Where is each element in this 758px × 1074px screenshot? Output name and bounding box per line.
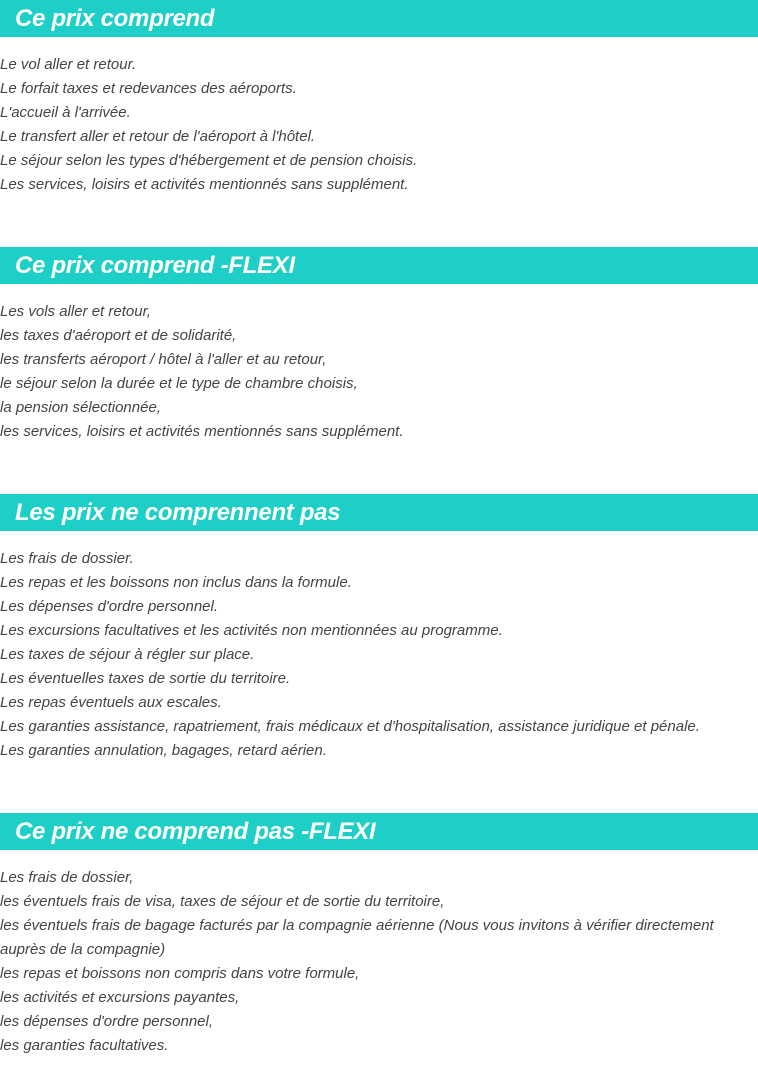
list-item: les taxes d'aéroport et de solidarité, [0, 327, 237, 344]
section-title: Ce prix comprend -FLEXI [15, 252, 295, 279]
section-price-includes-flexi [0, 247, 758, 444]
list-item: les éventuels frais de bagage facturés par la compagnie aérienne (Nous vous invitons à vérifier directement auprès de la compagnie) [0, 917, 714, 958]
list-item: la pension sélectionnée, [0, 399, 161, 416]
list-item: les repas et boissons non compris dans votre formule, [0, 965, 360, 982]
list-item: Les garanties annulation, bagages, retard aérien. [0, 742, 327, 759]
list-item: Le forfait taxes et redevances des aéroports. [0, 80, 297, 97]
section-title: Ce prix ne comprend pas -FLEXI [15, 818, 376, 845]
list-item: les activités et excursions payantes, [0, 989, 240, 1006]
list-item: Les frais de dossier, [0, 869, 134, 886]
section-price-includes [0, 0, 758, 197]
list-item: les garanties facultatives. [0, 1037, 169, 1054]
section-price-excludes [0, 494, 758, 763]
list-item: Les excursions facultatives et les activités non mentionnées au programme. [0, 622, 503, 639]
section-price-excludes-flexi [0, 813, 758, 1058]
list-item: les dépenses d'ordre personnel, [0, 1013, 214, 1030]
list-item: Le séjour selon les types d'hébergement et de pension choisis. [0, 152, 418, 169]
list-item: Les garanties assistance, rapatriement, frais médicaux et d'hospitalisation, assistance juridique et pénale. [0, 718, 700, 735]
section-header [0, 0, 758, 37]
list-item: les services, loisirs et activités mentionnés sans supplément. [0, 423, 404, 440]
list-item: Le transfert aller et retour de l'aéroport à l'hôtel. [0, 128, 316, 145]
item-list [0, 547, 758, 763]
list-item: Les frais de dossier. [0, 550, 134, 567]
list-item: Le vol aller et retour. [0, 56, 137, 73]
list-item: Les repas éventuels aux escales. [0, 694, 222, 711]
section-header [0, 494, 758, 531]
section-header [0, 247, 758, 284]
section-title: Les prix ne comprennent pas [15, 499, 341, 526]
list-item: Les repas et les boissons non inclus dans la formule. [0, 574, 352, 591]
list-item: les éventuels frais de visa, taxes de séjour et de sortie du territoire, [0, 893, 445, 910]
list-item: L'accueil à l'arrivée. [0, 104, 131, 121]
list-item: les transferts aéroport / hôtel à l'aller et au retour, [0, 351, 327, 368]
list-item: le séjour selon la durée et le type de chambre choisis, [0, 375, 358, 392]
list-item: Les services, loisirs et activités mentionnés sans supplément. [0, 176, 409, 193]
list-item: Les taxes de séjour à régler sur place. [0, 646, 255, 663]
item-list [0, 300, 758, 444]
list-item: Les éventuelles taxes de sortie du territoire. [0, 670, 291, 687]
section-title: Ce prix comprend [15, 5, 215, 32]
section-header [0, 813, 758, 850]
item-list [0, 866, 758, 1058]
list-item: Les vols aller et retour, [0, 303, 151, 320]
item-list [0, 53, 758, 197]
list-item: Les dépenses d'ordre personnel. [0, 598, 219, 615]
